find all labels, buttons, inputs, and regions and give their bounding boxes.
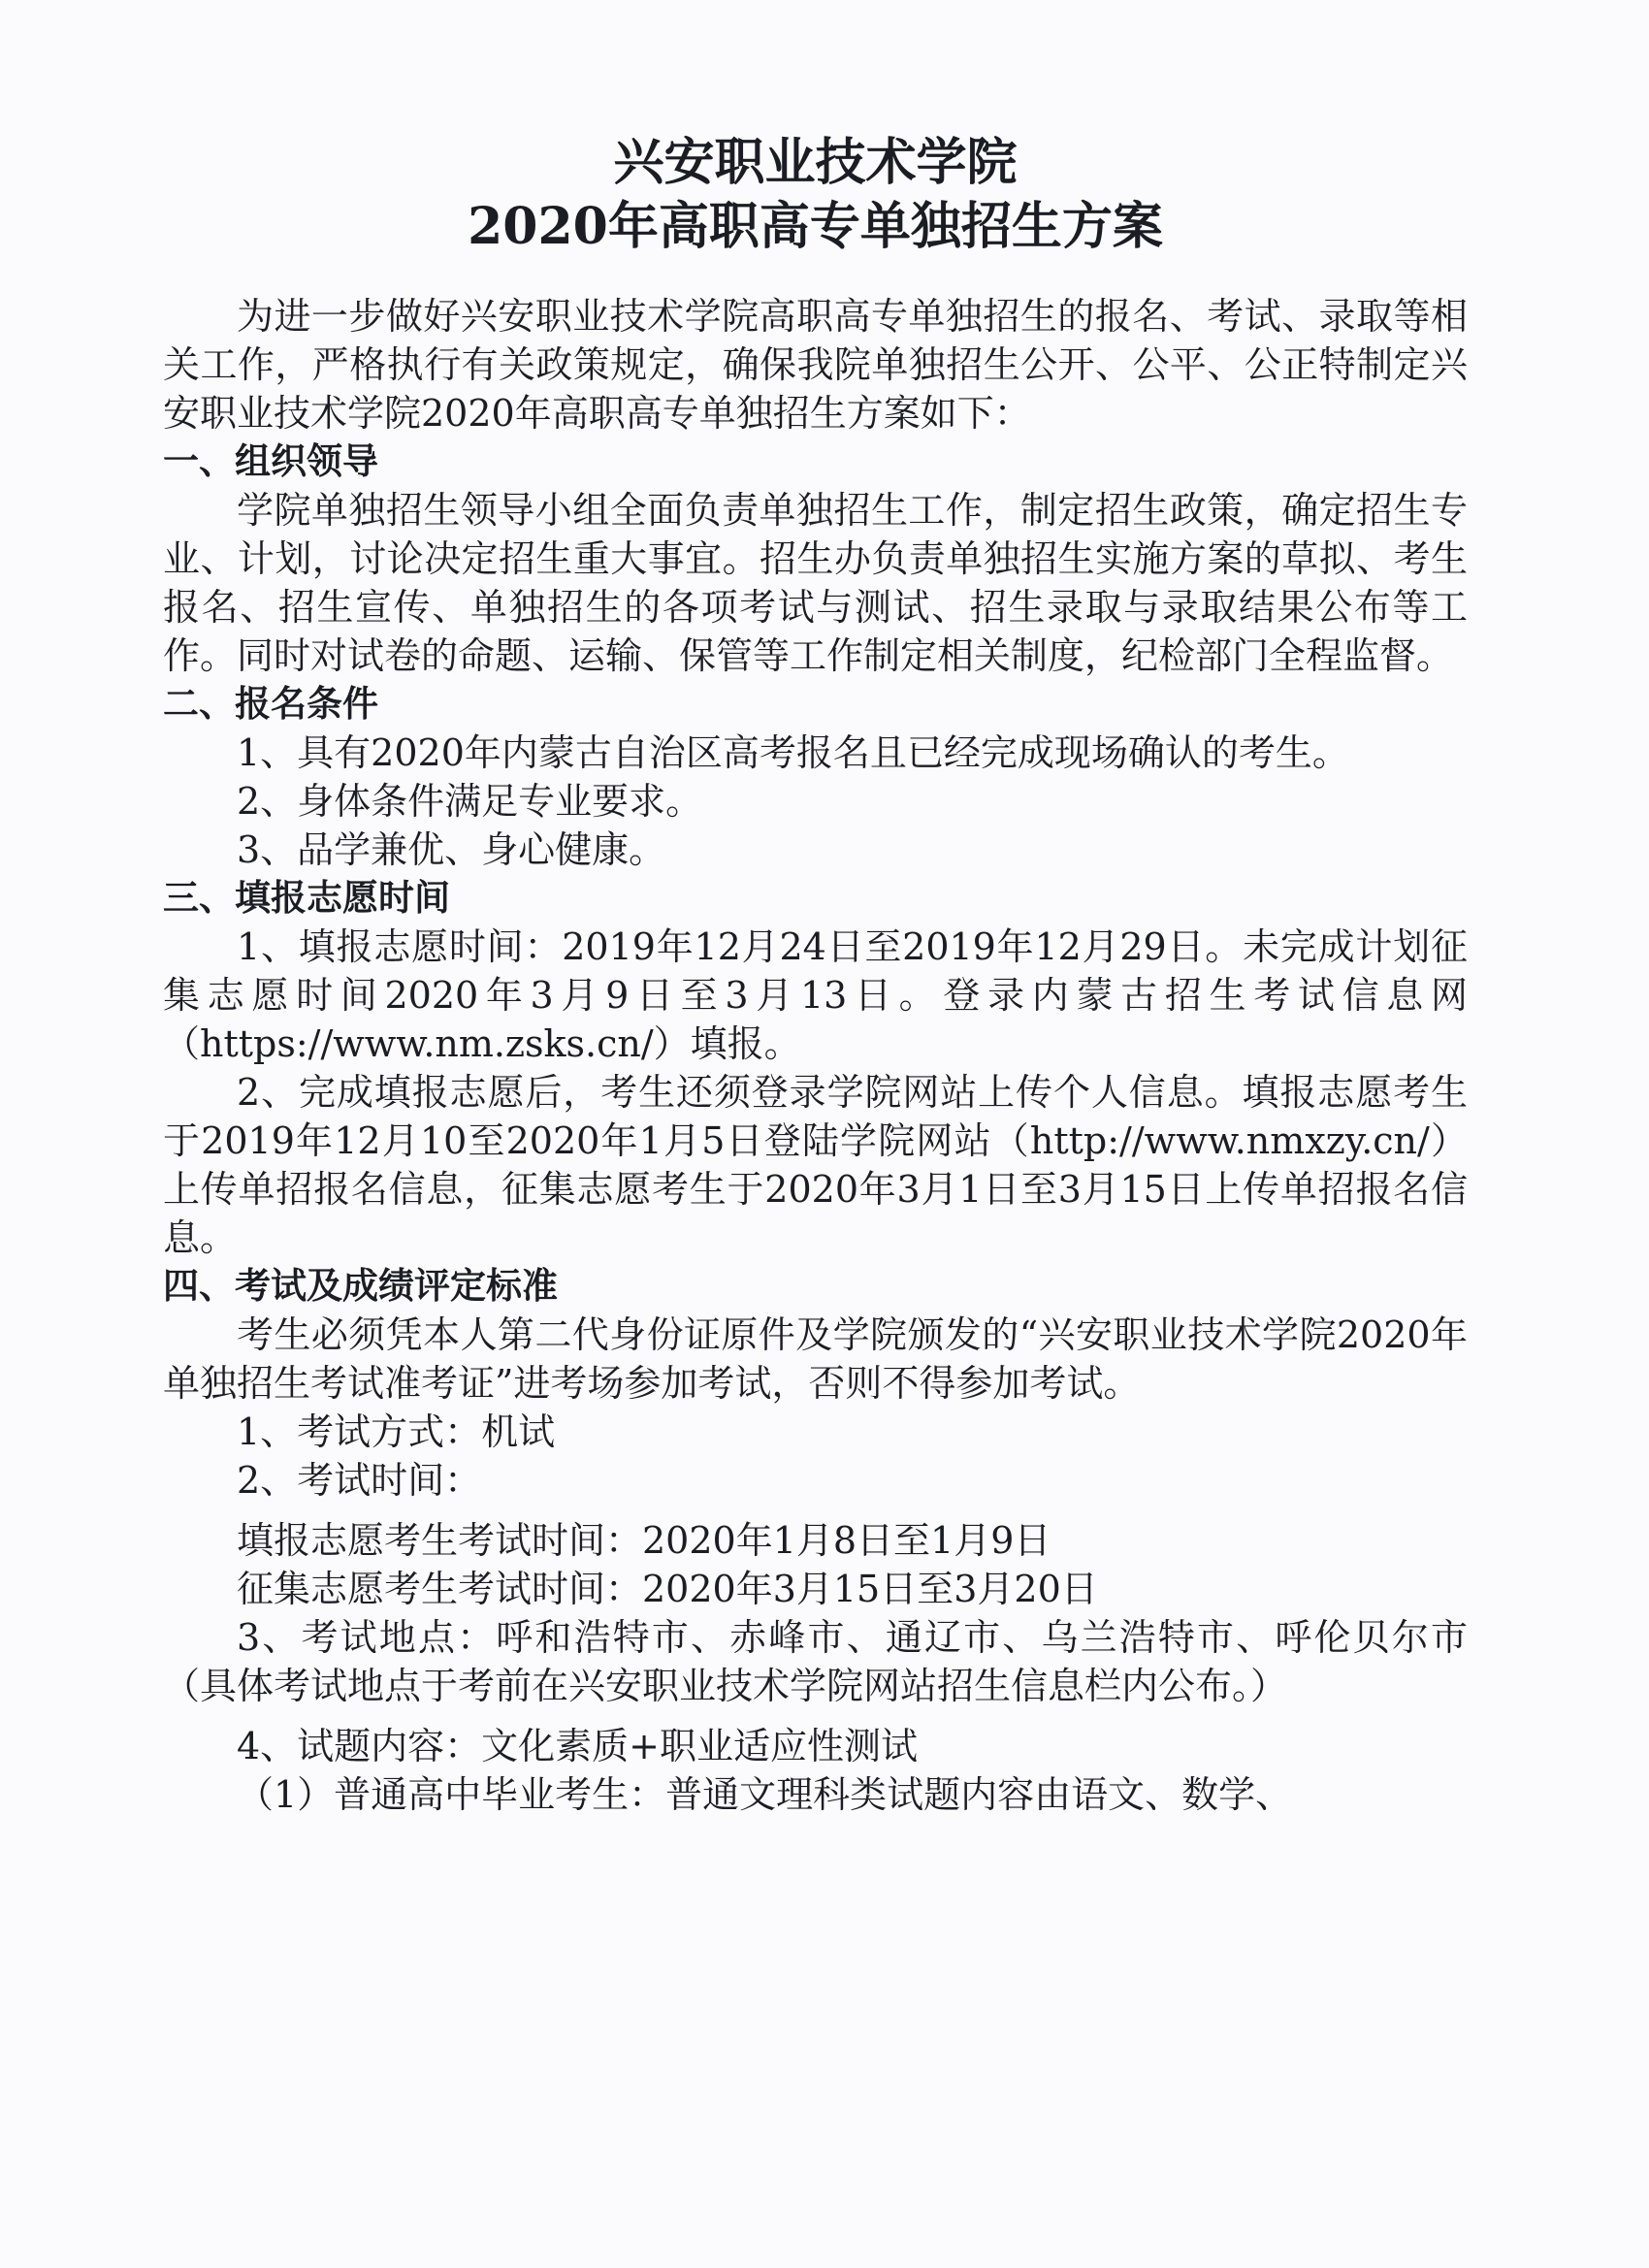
- section1-body: 学院单独招生领导小组全面负责单独招生工作，制定招生政策，确定招生专业、计划，讨论决定招生重大事宜。招生办负责单独招生实施方案的草拟、考生报名、招生宣传、单独招生的各项考试与测试、招生录取与录取结果公布等工作。同时对试卷的命题、运输、保管等工作制定相关制度，纪检部门全程监督。: [163, 489, 1468, 677]
- exam-time-label: 2、考试时间：: [237, 1459, 482, 1502]
- document-body: [163, 131, 1468, 1819]
- section3-heading: 三、填报志愿时间: [163, 877, 450, 919]
- section2-item-2: 2、身体条件满足专业要求。: [237, 780, 703, 823]
- exam-content: 4、试题内容：文化素质+职业适应性测试: [237, 1725, 919, 1767]
- exam-time-regular: 填报志愿考生考试时间：2020年1月8日至1月9日: [237, 1519, 1051, 1562]
- section4-heading: 四、考试及成绩评定标准: [163, 1265, 558, 1307]
- section2-item-1: 1、具有2020年内蒙古自治区高考报名且已经完成现场确认的考生。: [237, 731, 1349, 774]
- section2-heading: 二、报名条件: [163, 683, 378, 725]
- exam-time-supplement: 征集志愿考生考试时间：2020年3月15日至3月20日: [237, 1568, 1098, 1610]
- document-title-line2: 2020年高职高专单独招生方案: [468, 197, 1163, 256]
- exam-location: 3、考试地点：呼和浩特市、赤峰市、通辽市、乌兰浩特市、呼伦贝尔市（具体考试地点于考前在兴安职业技术学院网站招生信息栏内公布。）: [163, 1616, 1468, 1707]
- section3-item-1: 1、填报志愿时间：2019年12月24日至2019年12月29日。未完成计划征集志愿时间2020年3月9日至3月13日。登录内蒙古招生考试信息网（https://www.nm.zsks.cn/）填报。: [163, 925, 1468, 1065]
- exam-content-sub1: （1）普通高中毕业考生：普通文理科类试题内容由语文、数学、: [237, 1773, 1293, 1816]
- intro-paragraph: 为进一步做好兴安职业技术学院高职高专单独招生的报名、考试、录取等相关工作，严格执行有关政策规定，确保我院单独招生公开、公平、公正特制定兴安职业技术学院2020年高职高专单独招生方案如下：: [163, 295, 1468, 435]
- section4-intro: 考生必须凭本人第二代身份证原件及学院颁发的“兴安职业技术学院2020年单独招生考试准考证”进考场参加考试，否则不得参加考试。: [163, 1313, 1468, 1405]
- section2-item-3: 3、品学兼优、身心健康。: [237, 828, 666, 871]
- section1-heading: 一、组织领导: [163, 440, 378, 482]
- document-title-line1: 兴安职业技术学院: [613, 133, 1018, 192]
- section3-item-2: 2、完成填报志愿后，考生还须登录学院网站上传个人信息。填报志愿考生于2019年12月10至2020年1月5日登陆学院网站（http://www.nmxzy.cn/）上传单招报名信息，征集志愿考生于2020年3月1日至3月15日上传单招报名信息。: [163, 1071, 1468, 1259]
- exam-method: 1、考试方式：机试: [237, 1410, 556, 1453]
